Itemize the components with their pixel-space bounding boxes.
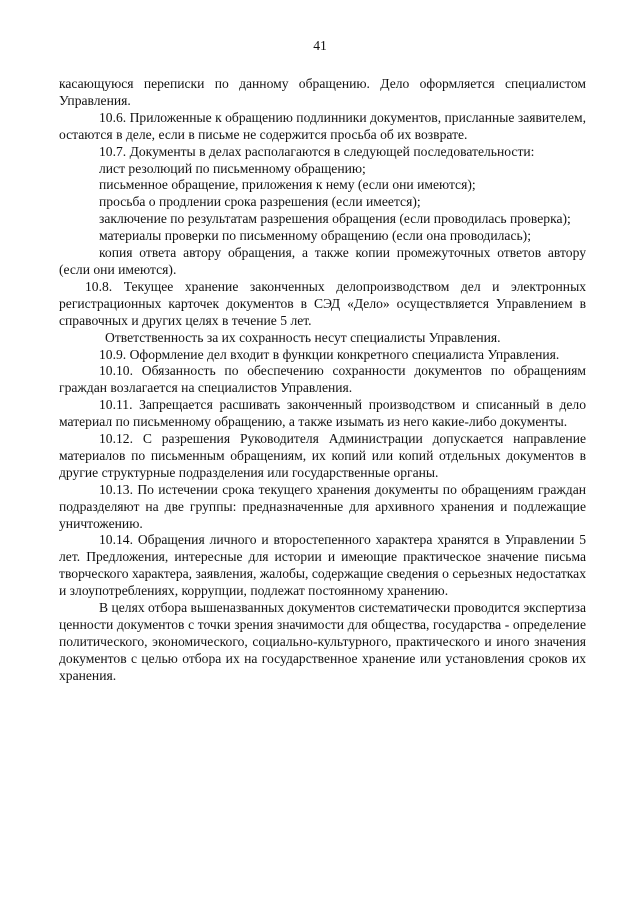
paragraph-10-13: 10.13. По истечении срока текущего хранения документы по обращениям граждан подразделяют на две группы: предназначенные для архивного хранения и подлежащие уничтожению. bbox=[59, 481, 586, 531]
paragraph-continuation: касающуюся переписки по данному обращению. Дело оформляется специалистом Управления. bbox=[59, 76, 586, 108]
list-item-inspection-materials: материалы проверки по письменному обращению (если она проводилась); bbox=[99, 228, 531, 244]
list-item-answer-copy: копия ответа автору обращения, а также копии промежуточных ответов автору (если они имеются). bbox=[59, 245, 586, 277]
paragraph-10-7: 10.7. Документы в делах располагаются в следующей последовательности: bbox=[99, 143, 535, 159]
document-body bbox=[59, 76, 586, 685]
paragraph-10-6: 10.6. Приложенные к обращению подлинники документов, присланные заявителем, остаются в деле, если в письме не содержится просьба об их возврате. bbox=[59, 109, 586, 142]
page-number: 41 bbox=[313, 38, 327, 53]
list-item-extension-request: просьба о продлении срока разрешения (если имеется); bbox=[99, 194, 421, 210]
paragraph-10-12: 10.12. С разрешения Руководителя Администрации допускается направление материалов по письменным обращениям, их копий или копий отдельных документов в другие структурные подразделения или государственные органы. bbox=[59, 431, 586, 480]
paragraph-10-10: 10.10. Обязанность по обеспечению сохранности документов по обращениям граждан возлагается на специалистов Управления. bbox=[59, 363, 586, 396]
list-item-conclusion: заключение по результатам разрешения обращения (если проводилась проверка); bbox=[99, 211, 571, 227]
paragraph-10-9: 10.9. Оформление дел входит в функции конкретного специалиста Управления. bbox=[99, 346, 560, 362]
paragraph-10-8: 10.8. Текущее хранение законченных делопроизводством дел и электронных регистрационных карточек документов в СЭД «Дело» осуществляется Управлением в справочных и других целях в течение 5 лет. bbox=[59, 278, 586, 328]
paragraph-expertise: В целях отбора вышеназванных документов систематически проводится экспертиза ценности документов с точки зрения значимости для общества, государства - определение политического, экономического, социально-культурного, практического и иного значения документов с целью отбора их на государственное хранение или установления сроков их хранения. bbox=[59, 600, 586, 683]
paragraph-10-11: 10.11. Запрещается расшивать законченный производством и списанный в дело материал по письменному обращению, а также изымать из него какие-либо документы. bbox=[59, 397, 586, 430]
list-item-appeal: письменное обращение, приложения к нему (если они имеются); bbox=[99, 177, 476, 193]
paragraph-responsibility: Ответственность за их сохранность несут специалисты Управления. bbox=[105, 329, 501, 345]
paragraph-10-14: 10.14. Обращения личного и второстепенного характера хранятся в Управлении 5 лет. Предложения, интересные для истории и имеющие практическое значение письма творческого характера, заявления, жалобы, содержащие сведения о серьезных недостатках и злоупотреблениях, коррупции, подлежат постоянному хранению. bbox=[59, 532, 586, 599]
list-item-resolutions: лист резолюций по письменному обращению; bbox=[99, 160, 366, 176]
